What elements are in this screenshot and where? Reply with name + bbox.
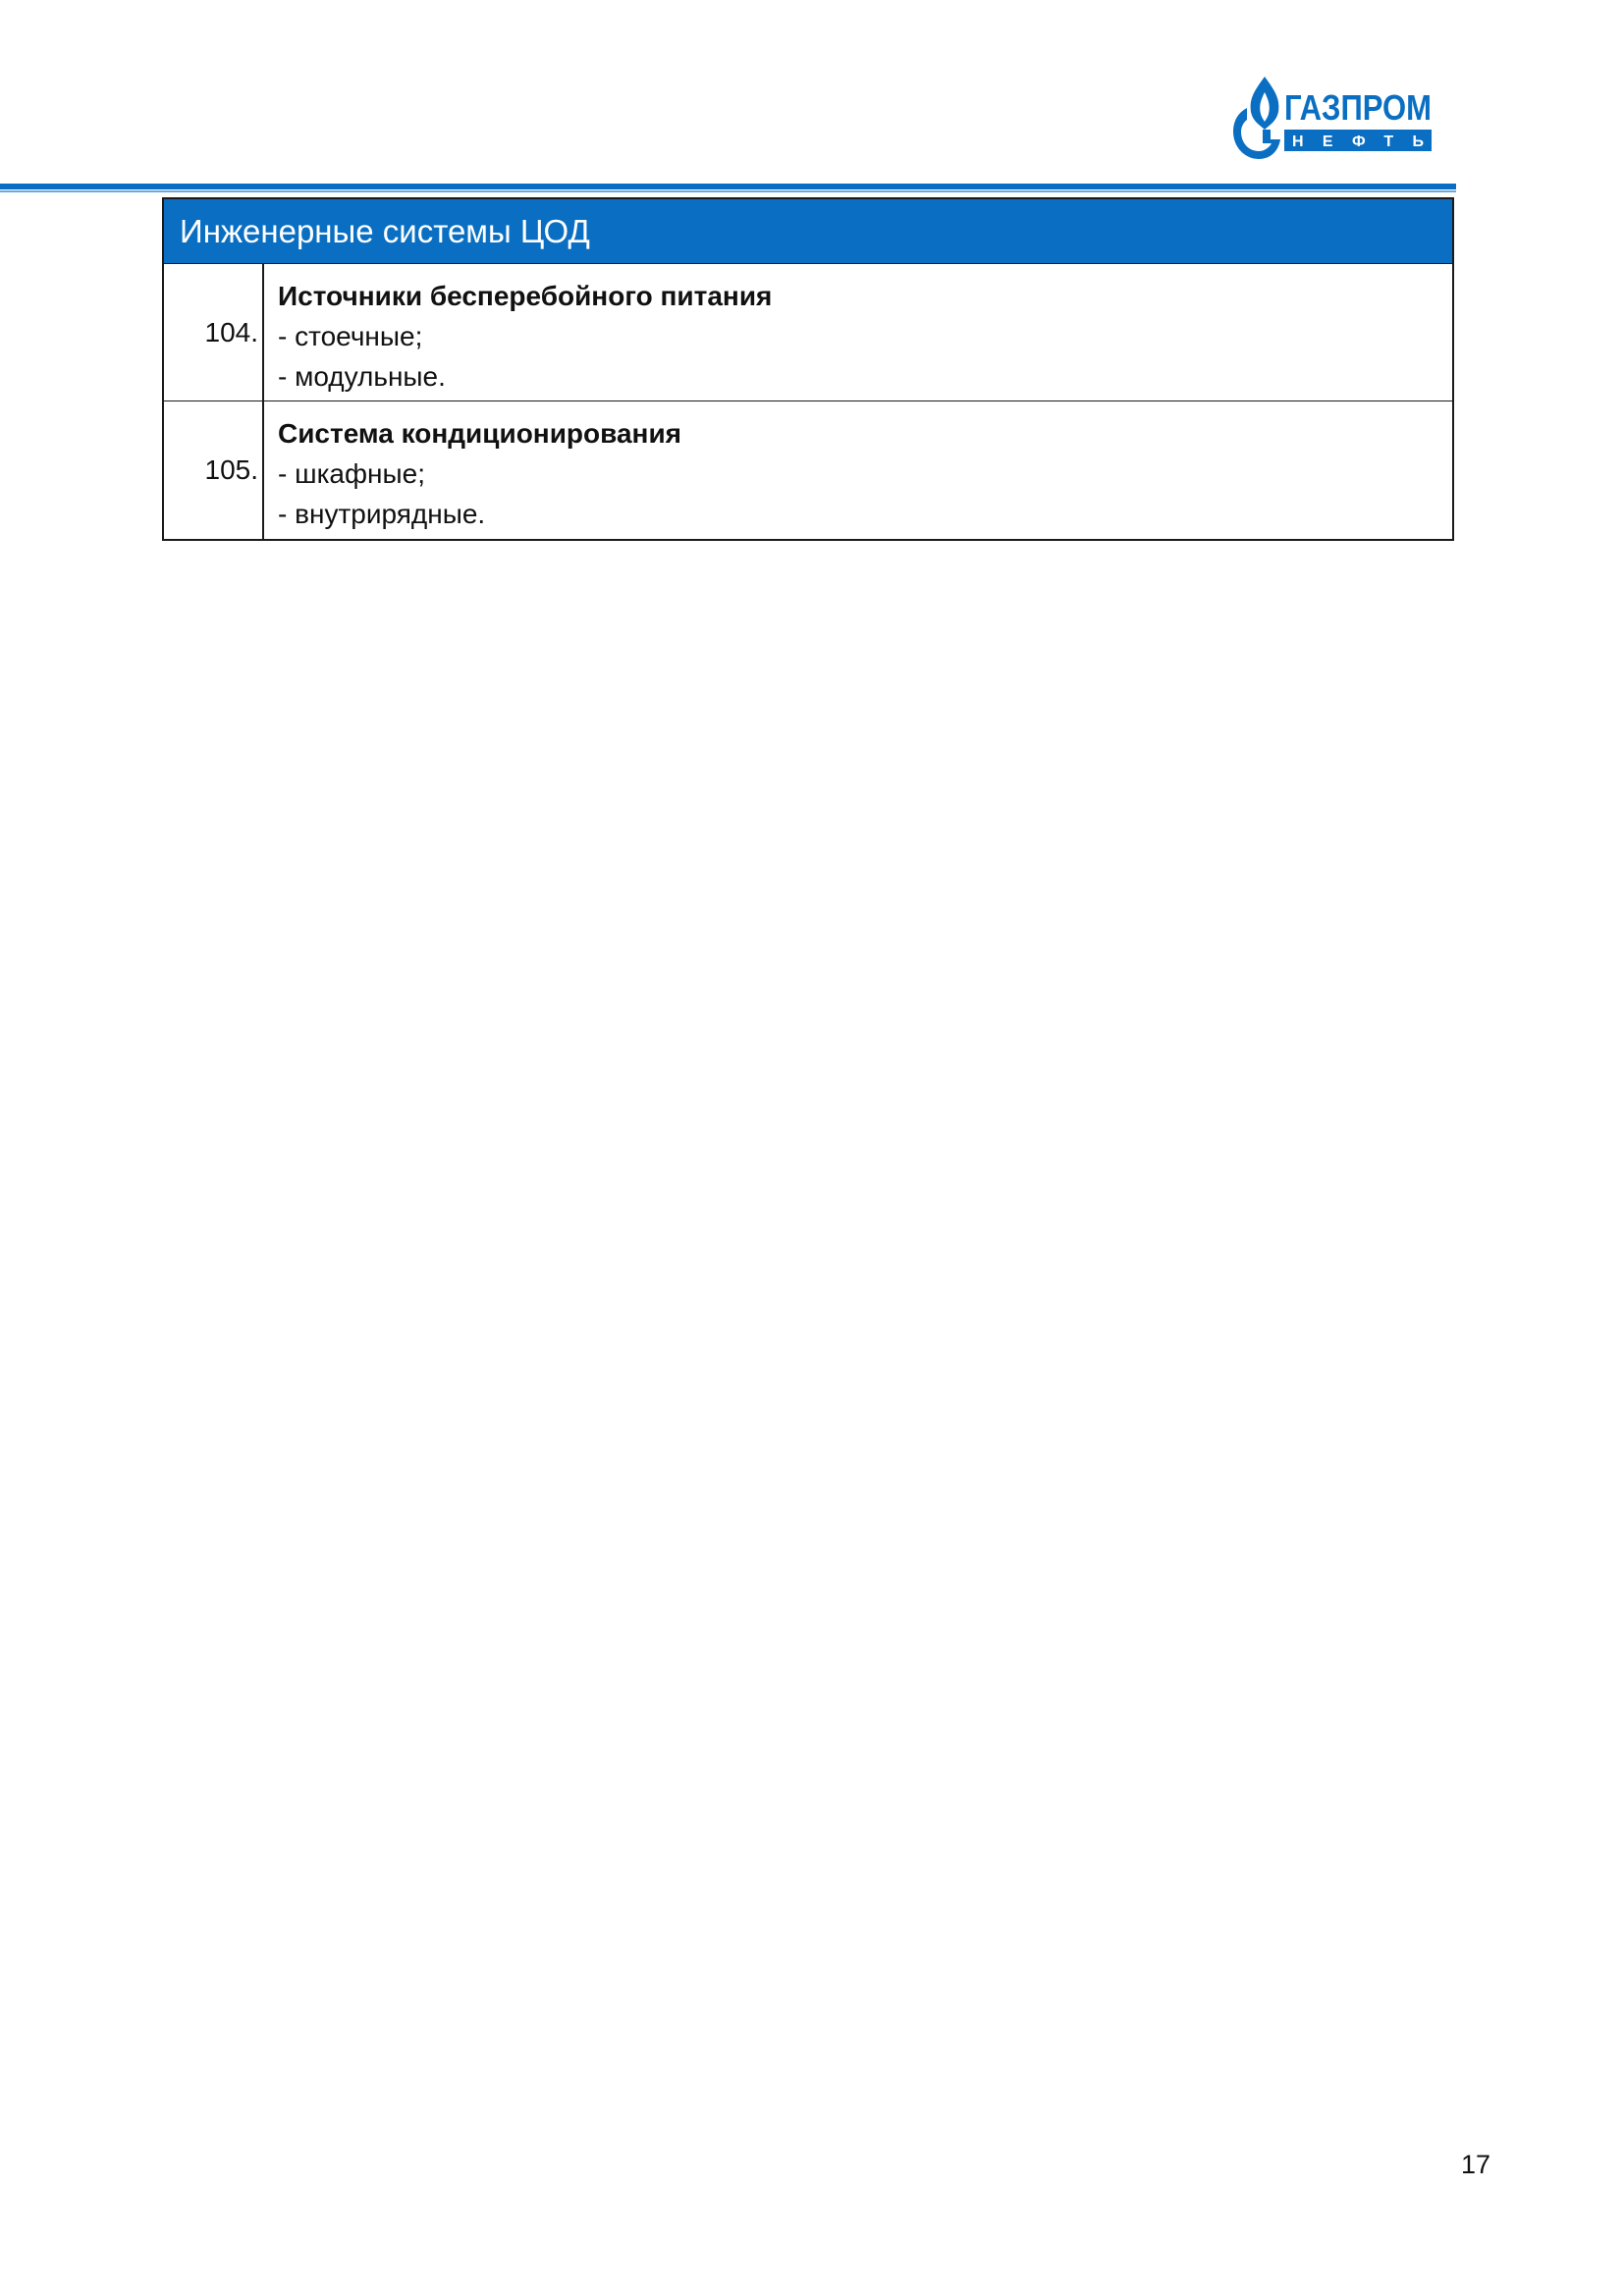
logo-sub-text: НЕФТЬ (1292, 133, 1424, 150)
row-title: Источники бесперебойного питания (278, 281, 773, 311)
list-item: - модульные. (278, 361, 446, 392)
row-number: 105. (164, 401, 264, 539)
header-rule (0, 184, 1456, 189)
table-row (164, 401, 1452, 539)
table-row (164, 264, 1452, 401)
row-number: 104. (164, 264, 264, 400)
section-title: Инженерные системы ЦОД (164, 199, 1452, 264)
list-item: - шкафные; (278, 458, 425, 489)
list-item: - внутрирядные. (278, 499, 486, 529)
engineering-systems-table (162, 197, 1454, 541)
page-number: 17 (1461, 2150, 1491, 2179)
logo-brand-text: ГАЗПРОМ (1284, 87, 1432, 128)
row-title: Система кондиционирования (278, 418, 682, 449)
gazprom-neft-logo (1225, 69, 1436, 172)
row-content (264, 264, 1452, 400)
list-item: - стоечные; (278, 321, 423, 351)
header-rule-thin (0, 190, 1456, 192)
row-content (264, 401, 1452, 539)
